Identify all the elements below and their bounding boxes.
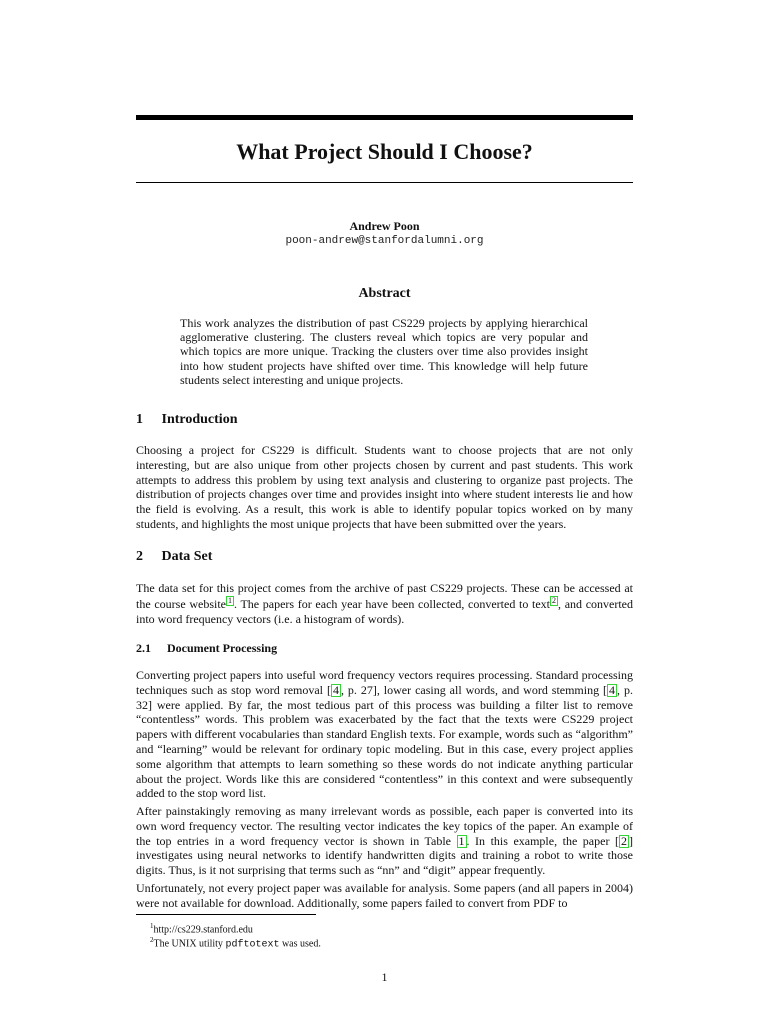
citation-link[interactable]: 4 — [609, 682, 616, 697]
text-run: . The papers for each year have been collected, converted to text — [233, 596, 551, 611]
author-name: Andrew Poon — [349, 219, 420, 233]
dataset-paragraph — [136, 581, 633, 626]
section-title: Data Set — [161, 549, 213, 564]
footnote-text: The UNIX utility — [153, 938, 226, 950]
text-run: . In this example, the paper [ — [466, 833, 619, 848]
subsection-number: 2.1 — [136, 641, 151, 655]
footnote-mark: 1 — [150, 922, 154, 930]
paper-title: What Project Should I Choose? — [236, 139, 533, 164]
footnote-code: pdftotext — [225, 939, 280, 951]
table-reference-link[interactable]: 1 — [458, 833, 465, 848]
docproc-paragraph-2 — [136, 804, 633, 878]
intro-paragraph: Choosing a project for CS229 is difficult. Students want to choose projects that are not only interesting, but are also unique from other projects chosen by current and past students. This work attempts to address this problem by using text analysis and clustering to organize past projects. The distribution of projects changes over time and provides insight into where student interests lie and how the field is evolving. As a result, this work is able to identify popular topics worked on by many students, and highlights the most unique projects that have been submitted over the years. — [136, 443, 633, 531]
text-run: ] investigates using neural networks to identify handwritten digits and training a robot to write those digits. Thus, is it not surprising that terms such as “nn” and “digit” appear frequently. — [136, 833, 633, 878]
abstract-heading: Abstract — [358, 286, 411, 301]
author-email: poon-andrew@stanfordalumni.org — [285, 235, 484, 247]
section-title: Introduction — [161, 412, 238, 427]
footnote-url[interactable]: http://cs229.stanford.edu — [153, 924, 253, 936]
abstract-text: This work analyzes the distribution of past CS229 projects by applying hierarchical agglomerative clustering. The clusters reveal which topics are very popular and which topics are more unique. Tracking the clusters over time also provides insight into how student projects have shifted over time. This knowledge will help future students select interesting and unique projects. — [180, 316, 588, 387]
section-number: 2 — [136, 549, 143, 564]
docproc-paragraph-3: Unfortunately, not every project paper was available for analysis. Some papers (and all papers in 2004) were not available for download. Additionally, some papers failed to convert from PDF to — [136, 881, 633, 910]
text-run: , p. 27], lower casing all words, and word stemming [ — [340, 682, 608, 697]
page-number: 1 — [381, 970, 388, 984]
text-run: Converting project papers into useful word frequency vectors requires processing. Standard processing techniques such as stop word removal [ — [136, 668, 633, 697]
text-run: The data set for this project comes from the archive of past CS229 projects. These can be accessed at the course website — [136, 581, 633, 611]
footnote-link-1[interactable]: 1 — [227, 595, 232, 605]
section-number: 1 — [136, 412, 143, 427]
footnote-text: was used. — [279, 938, 321, 950]
footnote-2 — [150, 934, 630, 951]
section-heading-introduction — [136, 411, 633, 429]
subsection-title: Document Processing — [167, 641, 278, 655]
subsection-heading-document-processing — [136, 640, 633, 656]
citation-link[interactable]: 2 — [620, 833, 627, 848]
citation-link[interactable]: 4 — [332, 682, 339, 697]
footnote-rule — [136, 914, 316, 915]
title-bottom-rule — [136, 182, 633, 183]
section-heading-data-set — [136, 548, 633, 566]
text-run: , p. 32] were applied. By far, the most tedious part of this process was building a filter list to remove “contentless” words. This problem was exacerbated by the fact that the texts were CS229 project papers with different vocabularies than standard English texts. For example, words such as “algorithm” and “learning” would be relevant for ordinary topic modeling. But in this case, every project applies some algorithm that attempts to learn something so these words do not indicate anything particular about the project. Words like this are considered “contentless” in this context and were subsequently added to the stop word list. — [136, 682, 633, 801]
text-run: , and converted into word frequency vectors (i.e. a histogram of words). — [136, 596, 633, 626]
footnote-link-2[interactable]: 2 — [552, 595, 557, 605]
text-run: After painstakingly removing as many irrelevant words as possible, each paper is converted into its own word frequency vector. The resulting vector indicates the key topics of the paper. An example of the top entries in a word frequency vector is shown in Table — [136, 804, 633, 848]
footnote-mark: 2 — [150, 936, 154, 944]
docproc-paragraph-1 — [136, 668, 633, 801]
title-top-rule — [136, 115, 633, 120]
